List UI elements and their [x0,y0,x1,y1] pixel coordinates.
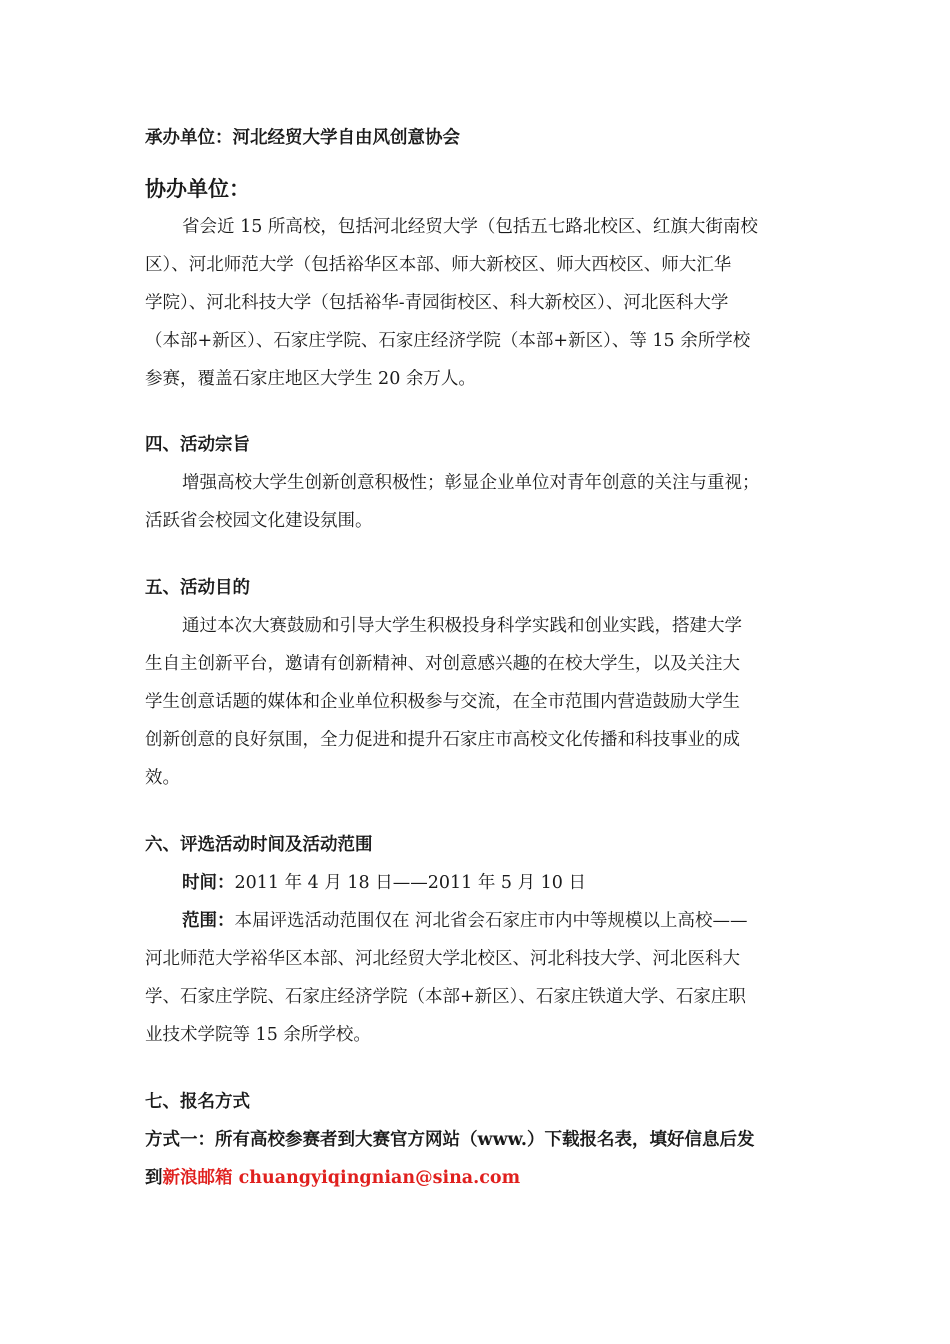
paragraph-line: 省会近 15 所高校，包括河北经贸大学（包括五七路北校区、红旗大街南校 [182,217,758,237]
time-value: 2011 年 4 月 18 日——2011 年 5 月 10 日 [234,873,587,893]
scope-line [145,902,810,940]
method1-prefix: 到 [145,1168,163,1188]
paragraph-line: 增强高校大学生创新创意积极性；彰显企业单位对青年创意的关注与重视； [182,473,760,493]
paragraph-line: 生自主创新平台，邀请有创新精神、对创意感兴趣的在校大学生，以及关注大 [145,654,740,674]
scope-text: 本届评选活动范围仅在 河北省会石家庄市内中等规模以上高校—— [234,911,748,931]
paragraph-line: 学院）、河北科技大学（包括裕华-青园街校区、科大新校区）、河北医科大学 [145,293,729,313]
section-heading: 五、活动目的 [145,578,250,598]
organizer-section [145,119,810,157]
section-goal [145,569,810,797]
organizer-line: 承办单位：河北经贸大学自由风创意协会 [145,128,460,148]
method1-line: 方式一：所有高校参赛者到大赛官方网站（www.）下载报名表，填好信息后发 [145,1130,755,1150]
time-label: 时间： [182,873,235,893]
section-time-scope [145,826,810,1054]
paragraph-line: 通过本次大赛鼓励和引导大学生积极投身科学实践和创业实践，搭建大学 [182,616,742,636]
section-heading: 四、活动宗旨 [145,435,250,455]
section-heading: 七、报名方式 [145,1092,250,1112]
section-registration [145,1083,810,1197]
paragraph-line: 创新创意的良好氛围，全力促进和提升石家庄市高校文化传播和科技事业的成 [145,730,740,750]
section-heading: 六、评选活动时间及活动范围 [145,835,373,855]
scope-label: 范围： [182,911,235,931]
paragraph-line: 效。 [145,768,180,788]
paragraph-line: 学、石家庄学院、石家庄经济学院（本部+新区）、石家庄铁道大学、石家庄职 [145,987,746,1007]
paragraph-line: 参赛，覆盖石家庄地区大学生 20 余万人。 [145,369,476,389]
paragraph-line: 学生创意话题的媒体和企业单位积极参与交流，在全市范围内营造鼓励大学生 [145,692,740,712]
section-purpose [145,426,810,540]
paragraph-line: 业技术学院等 15 余所学校。 [145,1025,371,1045]
paragraph-line: （本部+新区）、石家庄学院、石家庄经济学院（本部+新区）、等 15 余所学校 [145,331,751,351]
time-line [145,864,810,902]
co-organizer-title: 协办单位： [145,176,250,201]
co-organizer-section [145,170,810,398]
paragraph-line: 区）、河北师范大学（包括裕华区本部、师大新校区、师大西校区、师大汇华 [145,255,732,275]
paragraph-line: 活跃省会校园文化建设氛围。 [145,511,373,531]
email-address: 新浪邮箱 chuangyiqingnian@sina.com [162,1168,521,1188]
paragraph-line: 河北师范大学裕华区本部、河北经贸大学北校区、河北科技大学、河北医科大 [145,949,740,969]
method1-line-2 [145,1159,810,1197]
